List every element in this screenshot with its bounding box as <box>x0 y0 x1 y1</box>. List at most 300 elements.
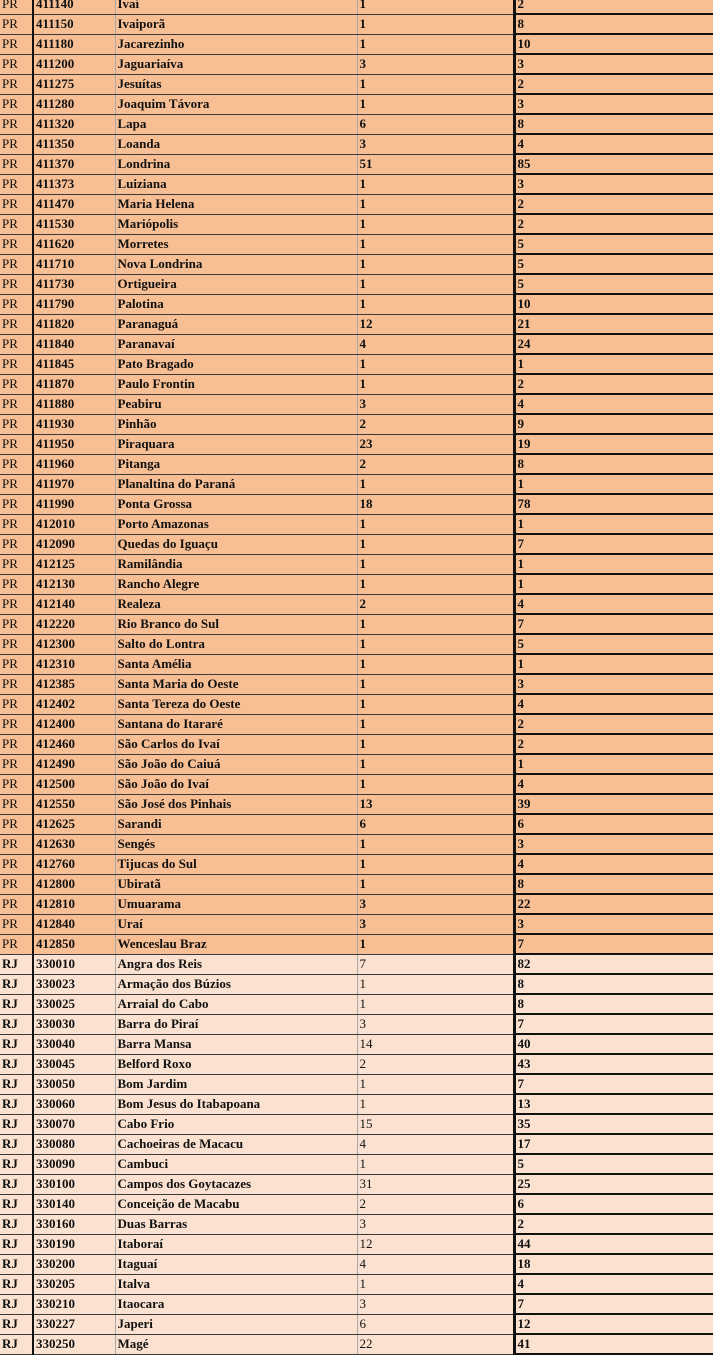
total-cell[interactable]: 4 <box>514 394 713 414</box>
total-cell[interactable]: 3 <box>514 834 713 854</box>
state-cell[interactable]: PR <box>0 0 33 14</box>
code-cell[interactable]: 330100 <box>33 1174 115 1194</box>
count-cell[interactable]: 23 <box>357 434 514 454</box>
state-cell[interactable]: PR <box>0 934 33 954</box>
total-cell[interactable]: 78 <box>514 494 713 514</box>
municipality-cell[interactable]: Loanda <box>115 134 357 154</box>
count-cell[interactable]: 4 <box>357 334 514 354</box>
count-cell[interactable]: 2 <box>357 454 514 474</box>
municipality-cell[interactable]: Santa Amélia <box>115 654 357 674</box>
count-cell[interactable]: 1 <box>357 974 514 994</box>
state-cell[interactable]: RJ <box>0 1054 33 1074</box>
total-cell[interactable]: 8 <box>514 994 713 1014</box>
total-cell[interactable]: 35 <box>514 1114 713 1134</box>
state-cell[interactable]: PR <box>0 774 33 794</box>
municipality-cell[interactable]: Arraial do Cabo <box>115 994 357 1014</box>
count-cell[interactable]: 22 <box>357 1334 514 1354</box>
state-cell[interactable]: RJ <box>0 1274 33 1294</box>
total-cell[interactable]: 17 <box>514 1134 713 1154</box>
municipality-cell[interactable]: Conceição de Macabu <box>115 1194 357 1214</box>
state-cell[interactable]: PR <box>0 334 33 354</box>
municipality-cell[interactable]: Italva <box>115 1274 357 1294</box>
count-cell[interactable]: 3 <box>357 54 514 74</box>
municipality-cell[interactable]: Armação dos Búzios <box>115 974 357 994</box>
code-cell[interactable]: 412402 <box>33 694 115 714</box>
total-cell[interactable]: 10 <box>514 294 713 314</box>
count-cell[interactable]: 6 <box>357 114 514 134</box>
municipality-cell[interactable]: Salto do Lontra <box>115 634 357 654</box>
total-cell[interactable]: 7 <box>514 1014 713 1034</box>
code-cell[interactable]: 412385 <box>33 674 115 694</box>
municipality-cell[interactable]: Paranaguá <box>115 314 357 334</box>
code-cell[interactable]: 411280 <box>33 94 115 114</box>
code-cell[interactable]: 330250 <box>33 1334 115 1354</box>
count-cell[interactable]: 1 <box>357 1094 514 1114</box>
state-cell[interactable]: PR <box>0 594 33 614</box>
count-cell[interactable]: 15 <box>357 1114 514 1134</box>
code-cell[interactable]: 411180 <box>33 34 115 54</box>
total-cell[interactable]: 6 <box>514 814 713 834</box>
municipality-cell[interactable]: São João do Ivaí <box>115 774 357 794</box>
count-cell[interactable]: 2 <box>357 1054 514 1074</box>
municipality-cell[interactable]: Rio Branco do Sul <box>115 614 357 634</box>
code-cell[interactable]: 412500 <box>33 774 115 794</box>
state-cell[interactable]: PR <box>0 74 33 94</box>
municipality-cell[interactable]: Magé <box>115 1334 357 1354</box>
count-cell[interactable]: 1 <box>357 0 514 14</box>
count-cell[interactable]: 1 <box>357 994 514 1014</box>
state-cell[interactable]: PR <box>0 554 33 574</box>
total-cell[interactable]: 1 <box>514 554 713 574</box>
total-cell[interactable]: 2 <box>514 0 713 14</box>
municipality-cell[interactable]: Belford Roxo <box>115 1054 357 1074</box>
code-cell[interactable]: 411373 <box>33 174 115 194</box>
code-cell[interactable]: 411840 <box>33 334 115 354</box>
municipality-cell[interactable]: Bom Jardim <box>115 1074 357 1094</box>
state-cell[interactable]: PR <box>0 374 33 394</box>
municipality-cell[interactable]: Realeza <box>115 594 357 614</box>
state-cell[interactable]: RJ <box>0 1014 33 1034</box>
state-cell[interactable]: PR <box>0 714 33 734</box>
state-cell[interactable]: PR <box>0 814 33 834</box>
municipality-cell[interactable]: Nova Londrina <box>115 254 357 274</box>
count-cell[interactable]: 1 <box>357 254 514 274</box>
code-cell[interactable]: 411870 <box>33 374 115 394</box>
state-cell[interactable]: PR <box>0 354 33 374</box>
code-cell[interactable]: 412140 <box>33 594 115 614</box>
count-cell[interactable]: 1 <box>357 874 514 894</box>
state-cell[interactable]: PR <box>0 894 33 914</box>
total-cell[interactable]: 5 <box>514 274 713 294</box>
state-cell[interactable]: PR <box>0 14 33 34</box>
total-cell[interactable]: 5 <box>514 234 713 254</box>
municipality-cell[interactable]: Campos dos Goytacazes <box>115 1174 357 1194</box>
code-cell[interactable]: 412810 <box>33 894 115 914</box>
code-cell[interactable]: 330070 <box>33 1114 115 1134</box>
total-cell[interactable]: 8 <box>514 874 713 894</box>
code-cell[interactable]: 412125 <box>33 554 115 574</box>
state-cell[interactable]: PR <box>0 694 33 714</box>
code-cell[interactable]: 412130 <box>33 574 115 594</box>
state-cell[interactable]: PR <box>0 634 33 654</box>
total-cell[interactable]: 3 <box>514 54 713 74</box>
state-cell[interactable]: PR <box>0 494 33 514</box>
total-cell[interactable]: 4 <box>514 1274 713 1294</box>
total-cell[interactable]: 24 <box>514 334 713 354</box>
code-cell[interactable]: 330010 <box>33 954 115 974</box>
total-cell[interactable]: 8 <box>514 454 713 474</box>
municipality-cell[interactable]: Palotina <box>115 294 357 314</box>
total-cell[interactable]: 1 <box>514 354 713 374</box>
total-cell[interactable]: 5 <box>514 1154 713 1174</box>
count-cell[interactable]: 12 <box>357 1234 514 1254</box>
state-cell[interactable]: RJ <box>0 1254 33 1274</box>
state-cell[interactable]: PR <box>0 874 33 894</box>
state-cell[interactable]: RJ <box>0 994 33 1014</box>
municipality-cell[interactable]: Sengés <box>115 834 357 854</box>
municipality-cell[interactable]: Luiziana <box>115 174 357 194</box>
state-cell[interactable]: PR <box>0 654 33 674</box>
total-cell[interactable]: 3 <box>514 914 713 934</box>
municipality-cell[interactable]: Morretes <box>115 234 357 254</box>
code-cell[interactable]: 411880 <box>33 394 115 414</box>
state-cell[interactable]: RJ <box>0 954 33 974</box>
state-cell[interactable]: PR <box>0 474 33 494</box>
count-cell[interactable]: 1 <box>357 194 514 214</box>
code-cell[interactable]: 412840 <box>33 914 115 934</box>
count-cell[interactable]: 6 <box>357 814 514 834</box>
state-cell[interactable]: PR <box>0 614 33 634</box>
count-cell[interactable]: 1 <box>357 294 514 314</box>
state-cell[interactable]: RJ <box>0 1094 33 1114</box>
state-cell[interactable]: PR <box>0 414 33 434</box>
state-cell[interactable]: RJ <box>0 1214 33 1234</box>
municipality-cell[interactable]: Itaocara <box>115 1294 357 1314</box>
code-cell[interactable]: 330160 <box>33 1214 115 1234</box>
code-cell[interactable]: 412300 <box>33 634 115 654</box>
municipality-cell[interactable]: Piraquara <box>115 434 357 454</box>
municipality-cell[interactable]: Wenceslau Braz <box>115 934 357 954</box>
code-cell[interactable]: 411200 <box>33 54 115 74</box>
state-cell[interactable]: RJ <box>0 1134 33 1154</box>
total-cell[interactable]: 4 <box>514 854 713 874</box>
count-cell[interactable]: 1 <box>357 774 514 794</box>
state-cell[interactable]: RJ <box>0 1174 33 1194</box>
total-cell[interactable]: 5 <box>514 254 713 274</box>
municipality-cell[interactable]: Cachoeiras de Macacu <box>115 1134 357 1154</box>
state-cell[interactable]: PR <box>0 534 33 554</box>
municipality-cell[interactable]: Pato Bragado <box>115 354 357 374</box>
code-cell[interactable]: 411730 <box>33 274 115 294</box>
count-cell[interactable]: 1 <box>357 614 514 634</box>
code-cell[interactable]: 411820 <box>33 314 115 334</box>
total-cell[interactable]: 3 <box>514 94 713 114</box>
total-cell[interactable]: 8 <box>514 14 713 34</box>
count-cell[interactable]: 1 <box>357 574 514 594</box>
count-cell[interactable]: 1 <box>357 854 514 874</box>
code-cell[interactable]: 330227 <box>33 1314 115 1334</box>
municipality-cell[interactable]: Barra do Piraí <box>115 1014 357 1034</box>
count-cell[interactable]: 1 <box>357 374 514 394</box>
code-cell[interactable]: 330023 <box>33 974 115 994</box>
municipality-cell[interactable]: Ivaiporã <box>115 14 357 34</box>
state-cell[interactable]: PR <box>0 914 33 934</box>
code-cell[interactable]: 411845 <box>33 354 115 374</box>
municipality-cell[interactable]: Ponta Grossa <box>115 494 357 514</box>
state-cell[interactable]: PR <box>0 314 33 334</box>
municipality-cell[interactable]: Lapa <box>115 114 357 134</box>
total-cell[interactable]: 2 <box>514 734 713 754</box>
state-cell[interactable]: RJ <box>0 1194 33 1214</box>
state-cell[interactable]: PR <box>0 274 33 294</box>
count-cell[interactable]: 13 <box>357 794 514 814</box>
total-cell[interactable]: 2 <box>514 214 713 234</box>
municipality-cell[interactable]: Londrina <box>115 154 357 174</box>
state-cell[interactable]: PR <box>0 194 33 214</box>
code-cell[interactable]: 330045 <box>33 1054 115 1074</box>
count-cell[interactable]: 1 <box>357 674 514 694</box>
code-cell[interactable]: 411990 <box>33 494 115 514</box>
total-cell[interactable]: 39 <box>514 794 713 814</box>
count-cell[interactable]: 31 <box>357 1174 514 1194</box>
count-cell[interactable]: 3 <box>357 134 514 154</box>
state-cell[interactable]: RJ <box>0 1294 33 1314</box>
code-cell[interactable]: 330190 <box>33 1234 115 1254</box>
municipality-cell[interactable]: Ramilândia <box>115 554 357 574</box>
count-cell[interactable]: 12 <box>357 314 514 334</box>
state-cell[interactable]: RJ <box>0 1334 33 1354</box>
municipality-cell[interactable]: Itaboraí <box>115 1234 357 1254</box>
count-cell[interactable]: 1 <box>357 354 514 374</box>
total-cell[interactable]: 12 <box>514 1314 713 1334</box>
count-cell[interactable]: 1 <box>357 634 514 654</box>
total-cell[interactable]: 43 <box>514 1054 713 1074</box>
count-cell[interactable]: 14 <box>357 1034 514 1054</box>
state-cell[interactable]: PR <box>0 114 33 134</box>
state-cell[interactable]: PR <box>0 434 33 454</box>
code-cell[interactable]: 412090 <box>33 534 115 554</box>
code-cell[interactable]: 411960 <box>33 454 115 474</box>
code-cell[interactable]: 412630 <box>33 834 115 854</box>
municipality-cell[interactable]: São José dos Pinhais <box>115 794 357 814</box>
code-cell[interactable]: 412010 <box>33 514 115 534</box>
municipality-cell[interactable]: Joaquim Távora <box>115 94 357 114</box>
total-cell[interactable]: 13 <box>514 1094 713 1114</box>
code-cell[interactable]: 330060 <box>33 1094 115 1114</box>
code-cell[interactable]: 330030 <box>33 1014 115 1034</box>
code-cell[interactable]: 411790 <box>33 294 115 314</box>
total-cell[interactable]: 40 <box>514 1034 713 1054</box>
state-cell[interactable]: PR <box>0 394 33 414</box>
code-cell[interactable]: 330090 <box>33 1154 115 1174</box>
total-cell[interactable]: 7 <box>514 934 713 954</box>
code-cell[interactable]: 411620 <box>33 234 115 254</box>
state-cell[interactable]: PR <box>0 134 33 154</box>
total-cell[interactable]: 8 <box>514 974 713 994</box>
total-cell[interactable]: 1 <box>514 474 713 494</box>
municipality-cell[interactable]: Duas Barras <box>115 1214 357 1234</box>
municipality-cell[interactable]: Jesuítas <box>115 74 357 94</box>
code-cell[interactable]: 412625 <box>33 814 115 834</box>
total-cell[interactable]: 4 <box>514 774 713 794</box>
total-cell[interactable]: 4 <box>514 134 713 154</box>
count-cell[interactable]: 3 <box>357 1294 514 1314</box>
municipality-cell[interactable]: Cabo Frio <box>115 1114 357 1134</box>
count-cell[interactable]: 1 <box>357 554 514 574</box>
code-cell[interactable]: 411970 <box>33 474 115 494</box>
code-cell[interactable]: 411930 <box>33 414 115 434</box>
total-cell[interactable]: 2 <box>514 74 713 94</box>
count-cell[interactable]: 3 <box>357 1014 514 1034</box>
state-cell[interactable]: PR <box>0 174 33 194</box>
count-cell[interactable]: 4 <box>357 1254 514 1274</box>
state-cell[interactable]: PR <box>0 54 33 74</box>
municipality-cell[interactable]: Cambuci <box>115 1154 357 1174</box>
count-cell[interactable]: 3 <box>357 394 514 414</box>
state-cell[interactable]: RJ <box>0 1034 33 1054</box>
count-cell[interactable]: 2 <box>357 1194 514 1214</box>
code-cell[interactable]: 330050 <box>33 1074 115 1094</box>
count-cell[interactable]: 1 <box>357 694 514 714</box>
municipality-cell[interactable]: Umuarama <box>115 894 357 914</box>
code-cell[interactable]: 411530 <box>33 214 115 234</box>
municipality-cell[interactable]: Santa Maria do Oeste <box>115 674 357 694</box>
total-cell[interactable]: 5 <box>514 634 713 654</box>
state-cell[interactable]: PR <box>0 794 33 814</box>
count-cell[interactable]: 1 <box>357 714 514 734</box>
total-cell[interactable]: 41 <box>514 1334 713 1354</box>
municipality-cell[interactable]: Ubiratã <box>115 874 357 894</box>
count-cell[interactable]: 1 <box>357 34 514 54</box>
municipality-cell[interactable]: Planaltina do Paraná <box>115 474 357 494</box>
state-cell[interactable]: RJ <box>0 1074 33 1094</box>
count-cell[interactable]: 1 <box>357 534 514 554</box>
total-cell[interactable]: 3 <box>514 174 713 194</box>
total-cell[interactable]: 3 <box>514 674 713 694</box>
state-cell[interactable]: RJ <box>0 1314 33 1334</box>
municipality-cell[interactable]: Santana do Itararé <box>115 714 357 734</box>
total-cell[interactable]: 19 <box>514 434 713 454</box>
count-cell[interactable]: 1 <box>357 654 514 674</box>
total-cell[interactable]: 18 <box>514 1254 713 1274</box>
code-cell[interactable]: 412400 <box>33 714 115 734</box>
code-cell[interactable]: 330025 <box>33 994 115 1014</box>
total-cell[interactable]: 25 <box>514 1174 713 1194</box>
total-cell[interactable]: 22 <box>514 894 713 914</box>
state-cell[interactable]: PR <box>0 154 33 174</box>
total-cell[interactable]: 1 <box>514 654 713 674</box>
total-cell[interactable]: 2 <box>514 374 713 394</box>
municipality-cell[interactable]: Bom Jesus do Itabapoana <box>115 1094 357 1114</box>
count-cell[interactable]: 3 <box>357 894 514 914</box>
municipality-cell[interactable]: Paranavaí <box>115 334 357 354</box>
municipality-cell[interactable]: Sarandi <box>115 814 357 834</box>
count-cell[interactable]: 51 <box>357 154 514 174</box>
count-cell[interactable]: 2 <box>357 594 514 614</box>
count-cell[interactable]: 3 <box>357 1214 514 1234</box>
code-cell[interactable]: 330210 <box>33 1294 115 1314</box>
code-cell[interactable]: 411320 <box>33 114 115 134</box>
count-cell[interactable]: 1 <box>357 834 514 854</box>
count-cell[interactable]: 1 <box>357 934 514 954</box>
count-cell[interactable]: 1 <box>357 14 514 34</box>
count-cell[interactable]: 6 <box>357 1314 514 1334</box>
code-cell[interactable]: 411710 <box>33 254 115 274</box>
total-cell[interactable]: 6 <box>514 1194 713 1214</box>
total-cell[interactable]: 7 <box>514 534 713 554</box>
count-cell[interactable]: 1 <box>357 1074 514 1094</box>
code-cell[interactable]: 411470 <box>33 194 115 214</box>
municipality-cell[interactable]: Barra Mansa <box>115 1034 357 1054</box>
code-cell[interactable]: 412550 <box>33 794 115 814</box>
municipality-cell[interactable]: Paulo Frontin <box>115 374 357 394</box>
count-cell[interactable]: 1 <box>357 94 514 114</box>
total-cell[interactable]: 2 <box>514 194 713 214</box>
municipality-cell[interactable]: Tijucas do Sul <box>115 854 357 874</box>
total-cell[interactable]: 82 <box>514 954 713 974</box>
code-cell[interactable]: 412220 <box>33 614 115 634</box>
count-cell[interactable]: 1 <box>357 214 514 234</box>
count-cell[interactable]: 1 <box>357 74 514 94</box>
total-cell[interactable]: 2 <box>514 1214 713 1234</box>
count-cell[interactable]: 1 <box>357 514 514 534</box>
municipality-cell[interactable]: Peabiru <box>115 394 357 414</box>
state-cell[interactable]: PR <box>0 234 33 254</box>
code-cell[interactable]: 411140 <box>33 0 115 14</box>
state-cell[interactable]: PR <box>0 514 33 534</box>
municipality-cell[interactable]: Ortigueira <box>115 274 357 294</box>
state-cell[interactable]: PR <box>0 454 33 474</box>
total-cell[interactable]: 1 <box>514 514 713 534</box>
municipality-cell[interactable]: Pinhão <box>115 414 357 434</box>
total-cell[interactable]: 1 <box>514 754 713 774</box>
total-cell[interactable]: 85 <box>514 154 713 174</box>
code-cell[interactable]: 412310 <box>33 654 115 674</box>
code-cell[interactable]: 411370 <box>33 154 115 174</box>
code-cell[interactable]: 411275 <box>33 74 115 94</box>
total-cell[interactable]: 7 <box>514 1294 713 1314</box>
code-cell[interactable]: 412800 <box>33 874 115 894</box>
count-cell[interactable]: 1 <box>357 174 514 194</box>
code-cell[interactable]: 411950 <box>33 434 115 454</box>
municipality-cell[interactable]: Rancho Alegre <box>115 574 357 594</box>
state-cell[interactable]: RJ <box>0 1234 33 1254</box>
count-cell[interactable]: 1 <box>357 1154 514 1174</box>
code-cell[interactable]: 330040 <box>33 1034 115 1054</box>
state-cell[interactable]: PR <box>0 94 33 114</box>
code-cell[interactable]: 411350 <box>33 134 115 154</box>
state-cell[interactable]: PR <box>0 214 33 234</box>
code-cell[interactable]: 330200 <box>33 1254 115 1274</box>
municipality-cell[interactable]: São Carlos do Ivaí <box>115 734 357 754</box>
state-cell[interactable]: RJ <box>0 1154 33 1174</box>
municipality-cell[interactable]: Itaguaí <box>115 1254 357 1274</box>
total-cell[interactable]: 4 <box>514 594 713 614</box>
municipality-cell[interactable]: Maria Helena <box>115 194 357 214</box>
municipality-cell[interactable]: Santa Tereza do Oeste <box>115 694 357 714</box>
code-cell[interactable]: 412760 <box>33 854 115 874</box>
state-cell[interactable]: PR <box>0 34 33 54</box>
code-cell[interactable]: 330080 <box>33 1134 115 1154</box>
total-cell[interactable]: 21 <box>514 314 713 334</box>
total-cell[interactable]: 10 <box>514 34 713 54</box>
municipality-cell[interactable]: Japeri <box>115 1314 357 1334</box>
municipality-cell[interactable]: Jacarezinho <box>115 34 357 54</box>
state-cell[interactable]: PR <box>0 294 33 314</box>
municipality-cell[interactable]: Ivaí <box>115 0 357 14</box>
state-cell[interactable]: PR <box>0 674 33 694</box>
total-cell[interactable]: 7 <box>514 1074 713 1094</box>
